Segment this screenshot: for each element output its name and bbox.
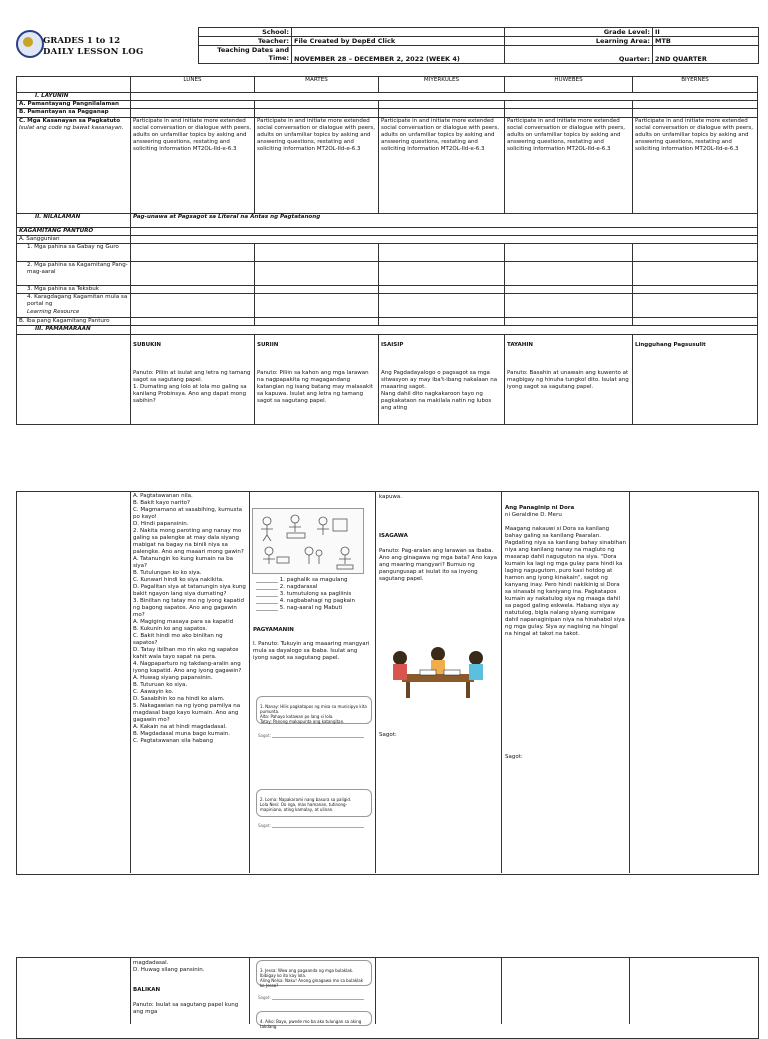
tayahin-title: TAYAHIN — [507, 341, 534, 348]
suriin-items: ________ 1. paghalik sa magulang ________ 2. nagdarasal ________ 3. tumutulong sa pagliinis ________ 4. nagbabahagi ng pagkain ________ 5. nag-aaral ng Mabuti — [256, 577, 355, 611]
row-pamantayan-pagganap: B. Pamantayan sa Pagganap — [17, 109, 131, 117]
isagawa-sagot: Sagot: — [379, 732, 397, 738]
objective-lunes: Participate in and initiate more extended social conversation or dialogue with peers, adults on unfamiliar topics by asking and answering questions, restating and soliciting information MT2OL-IId-e-6.3 — [131, 117, 255, 213]
procedure-martes — [255, 334, 379, 424]
day-huwebes: HUWEBES — [505, 77, 633, 93]
karagdagang-label: 4. Karagdagang Kagamitan mula sa portal ng — [27, 294, 128, 308]
isaisip-title: ISAISIP — [381, 341, 404, 348]
day-lunes: LUNES — [131, 77, 255, 93]
quarter-label: Quarter: — [505, 46, 653, 64]
row-kagamitan: KAGAMITANG PANTURO — [17, 227, 131, 235]
teacher-label: Teacher: — [199, 37, 292, 46]
dates-value: NOVEMBER 28 – DECEMBER 2, 2022 (WEEK 4) — [292, 46, 505, 64]
balikan-text: Panuto: Isulat sa sagutang papel kung ang mga — [133, 1002, 239, 1015]
row-pamantayang-pangnilalaman: A. Pamantayang Pangnilalaman — [17, 101, 131, 109]
row-nilalaman: II. NILALAMAN — [17, 213, 131, 227]
suriin-text: Panuto: Piliin sa kahon ang mga larawan na nagpapakita ng magagandang katangian ng isang batang may malasakit sa kapuwa. Isulat ang letra ng tamang sagot sa sagutang papel. — [257, 369, 373, 404]
row-teksbuk: 3. Mga pahina sa Teksbuk — [17, 286, 131, 294]
isaisip-text: Ang Pagdadayalogo o pagsagot sa mga sitwasyon ay may iba't-ibang nakalaan na maaaring sagot. Nang dahil dito nagkakaroon tayo ng pagkakataon na makilala natin ng lubos ang ating — [381, 369, 498, 411]
row-pamamaraan: III. PAMAMARAAN — [17, 326, 131, 334]
area-label: Learning Area: — [505, 37, 653, 46]
page3-lunes-text: magdadasal. D. Huwag silang pansinin. — [133, 960, 205, 973]
lesson-table — [16, 76, 758, 425]
callout-3-text: 3. Jessa: Wow ang pagaanda ng mga bulaklak. Ibibigay ko ito kay lola. Aling Nelsa: Naku! Anong ginagawa mo sa bulaklak ko Jessa? — [260, 968, 364, 988]
children-activities-illustration — [252, 508, 364, 574]
row-kagamitan-pang-mag-aaral: 2. Mga pahina sa Kagamitang Pang-mag-aaral — [17, 262, 131, 286]
procedure-row — [17, 334, 758, 424]
row-karagdagang — [17, 294, 131, 318]
row-kasanayan — [17, 117, 131, 213]
pagyamanin-text: I. Panuto: Tukuyin ang maaaring mangyari mula sa dayalogo sa ibaba. Isulat ang iyong sagot sa sagutang papel. — [253, 641, 370, 661]
dialogue-callout-4 — [256, 1011, 372, 1029]
isagawa-title: ISAGAWA — [379, 533, 408, 539]
objective-biyernes: Participate in and initiate more extended social conversation or dialogue with peers, adults on unfamiliar topics by asking and answering questions, restating and soliciting information MT2OL-IId-e-6.3 — [633, 117, 758, 213]
school-value — [292, 28, 505, 37]
procedure-huwebes — [505, 334, 633, 424]
story-title: Ang Panaginip ni Dora — [505, 505, 575, 511]
procedure-miyerkules — [379, 334, 505, 424]
dialogue-callout-2 — [256, 789, 372, 817]
row-layunin: I. LAYUNIN — [17, 93, 131, 101]
day-header-row — [17, 77, 758, 93]
isagawa-text: Panuto: Pag-aralan ang larawan sa ibaba. Ano ang ginagawa ng mga bata? Ano kaya ang maaring mangyari? Bumuo ng pangungusap at isulat ito sa inyong sagutang papel. — [379, 548, 498, 582]
dialogue-callout-1 — [256, 696, 372, 724]
subukin-text: Panuto: Piliin at isulat ang letra ng tamang sagot sa sagutang papel. 1. Dumating ang lolo at lola mo galing sa kanilang Probinsya. Ano ang dapat mong sabihin? — [133, 369, 251, 404]
dates-label: Teaching Dates and Time: — [199, 46, 292, 64]
callout-4-text: 4. Aiko: Bayo, pwede mo ba ako tulungan sa aking takdang — [260, 1019, 362, 1029]
title-line2: DAILY LESSON LOG — [43, 47, 144, 57]
header-table — [198, 27, 759, 64]
callout-3-sagot: Sagot: — [258, 995, 271, 1000]
grade-label: Grade Level: — [505, 28, 653, 37]
callout-1-sagot: Sagot: — [258, 733, 271, 738]
teacher-value: File Created by DepEd Click — [292, 37, 505, 46]
callout-1-text: 1. Nanay: Hilis pagkatapos ng misa sa munisipyo kita pumunta. Alta: Pahayo katawan po lang si lola. Tatay: Panong makapunta ang katangitan. — [260, 704, 367, 724]
objective-huwebes: Participate in and initiate more extended social conversation or dialogue with peers, adults on unfamiliar topics by asking and answering questions, restating and soliciting information MT2OL-IId-e-6.3 — [505, 117, 633, 213]
row-gabay: 1. Mga pahina sa Gabay ng Guro — [17, 244, 131, 262]
story-sagot: Sagot: — [505, 754, 523, 760]
lingguhang-title: Lingguhang Pagsusulit — [635, 341, 706, 348]
children-reading-illustration — [380, 644, 496, 702]
pagyamanin-title: PAGYAMANIN — [253, 627, 294, 633]
deped-seal — [16, 30, 44, 58]
procedure-biyernes — [633, 334, 758, 424]
callout-2-sagot: Sagot: — [258, 823, 271, 828]
callout-2-text: 2. Lorna: Napakarami nang basura sa paligid. Lola Nesi: Oo nga, mas hamanan, tutinong-mapiniano, ating kamalay, at ulinan. — [260, 797, 352, 812]
nilalaman-value: Pag-unawa at Pagsagot sa Literal na Antas ng Pagtatanong — [131, 213, 758, 227]
kasanayan-note: Isulat ang code ng bawat kasanayan. — [19, 124, 124, 131]
subukin-title: SUBUKIN — [133, 341, 161, 348]
school-label: School: — [199, 28, 292, 37]
procedure-lunes — [131, 334, 255, 424]
tayahin-text: Panuto: Basahin at unawain ang kuwento at magbigay ng hinuha tungkol dito. Isulat ang iyong sagot sa sagutang papel. — [507, 369, 629, 390]
objective-miyerkules: Participate in and initiate more extended social conversation or dialogue with peers, adults on unfamiliar topics by asking and answering questions, restating and soliciting information MT2OL-IId-e-6.3 — [379, 117, 505, 213]
title-line1: GRADES 1 to 12 — [43, 36, 121, 46]
day-biyernes: BIYERNES — [633, 77, 758, 93]
story-author: ni Geraldine D. Meru — [505, 512, 562, 518]
page2-lunes-text: A. Pagtatawanan nila. B. Bakit kayo narito? C. Magmamano at sasabihing, kumusta po kayo! D. Hindi papansinin. 2. Nakita mong paroting ang nanay mo galing sa palengke at may dala siyang mabigat na bagay na binili niya sa palengke. Ano ang maaari mong gawin? A. Tatanungin ko kung kumain na ba siya? B. Tutulungan ko ko siya. C. Kunwari hindi ko siya nakikita. D. Pagalitan siya at tatanungin siya kung bakit ngayon lang siya dumating? 3. Biniltan ng tatay mo ng iyong kapatid ng bagong sapatos. Ano ang gagawin mo? A. Magiging masaya para sa kapatid B. Kukunin ko ang sapatos. C. Bakit hindi mo ako biniltan ng sapatos? D. Tatay ibilhan mo rin ako ng sapatos kahit wala tayo sapat na pera. 4. Nagpaparturo ng takdang-aralin ang iyong kapatid. Ano ang iyong gagawin? A. Huwag siyang papansinin. B. Tuturuan ko siya. C. Aawayin ko. D. Sasabihin ko na hindi ko alam. 5. Nakagawian na ng iyong pamilya na magdasal bago kayo kumain. Ano ang gagawin mo? A. Kakain na at hindi magdadasal. B. Magdadasal muna bago kumain. C. Pagtatawanan sila habang — [133, 493, 246, 744]
kasanayan-label: C. Mga Kasanayan sa Pagkatuto — [19, 117, 121, 124]
row-sanggunian: A. Sanggunian — [17, 235, 131, 243]
suriin-title: SURIIN — [257, 341, 279, 348]
day-miyerkules: MIYERKULES — [379, 77, 505, 93]
story-text: Maagang nakauwi si Dora sa kanilang bahay galing sa kanilang Paaralan. Pagdating niya sa kanilang bahay sinabihan niya ang kanilang nanay na magluto ng masarap dahil naguguton na siya. "Dora kumain ka lagi ng mga gulay para hindi ka laging nagugutom, puro kasi hotdog at hamon ang iyong kinakain", sagot ng kanyang inay. Pero hindi nakikinig si Dora sa sinasabi ng kaniyang ina. Pagkatapos kumain ay nakatulog siya ng maaga dahil sa pagod galing eskwela. Habang siya ay natutulog, bigla nalang siyang sumigaw dahil napanaginipan niya na hinahabol siya ng mga gulay. Siya ay nagising na hingal na hingal at takot na takot. — [505, 526, 627, 637]
learning-resource-label: Learning Resource — [27, 308, 80, 315]
page3-frame — [16, 957, 759, 1039]
objective-martes: Participate in and initiate more extended social conversation or dialogue with peers, adults on unfamiliar topics by asking and answering questions, restating and soliciting information MT2OL-IId-e-6.3 — [255, 117, 379, 213]
dialogue-callout-3 — [256, 960, 372, 986]
area-value: MTB — [653, 37, 759, 46]
quarter-value: 2ND QUARTER — [653, 46, 759, 64]
grade-value: II — [653, 28, 759, 37]
page2-miyerkules-top: kapuwa. — [379, 494, 403, 500]
balikan-title: BALIKAN — [133, 987, 161, 993]
day-martes: MARTES — [255, 77, 379, 93]
row-iba-pang: B. Iba pang Kagamitang Panturo — [17, 318, 131, 326]
